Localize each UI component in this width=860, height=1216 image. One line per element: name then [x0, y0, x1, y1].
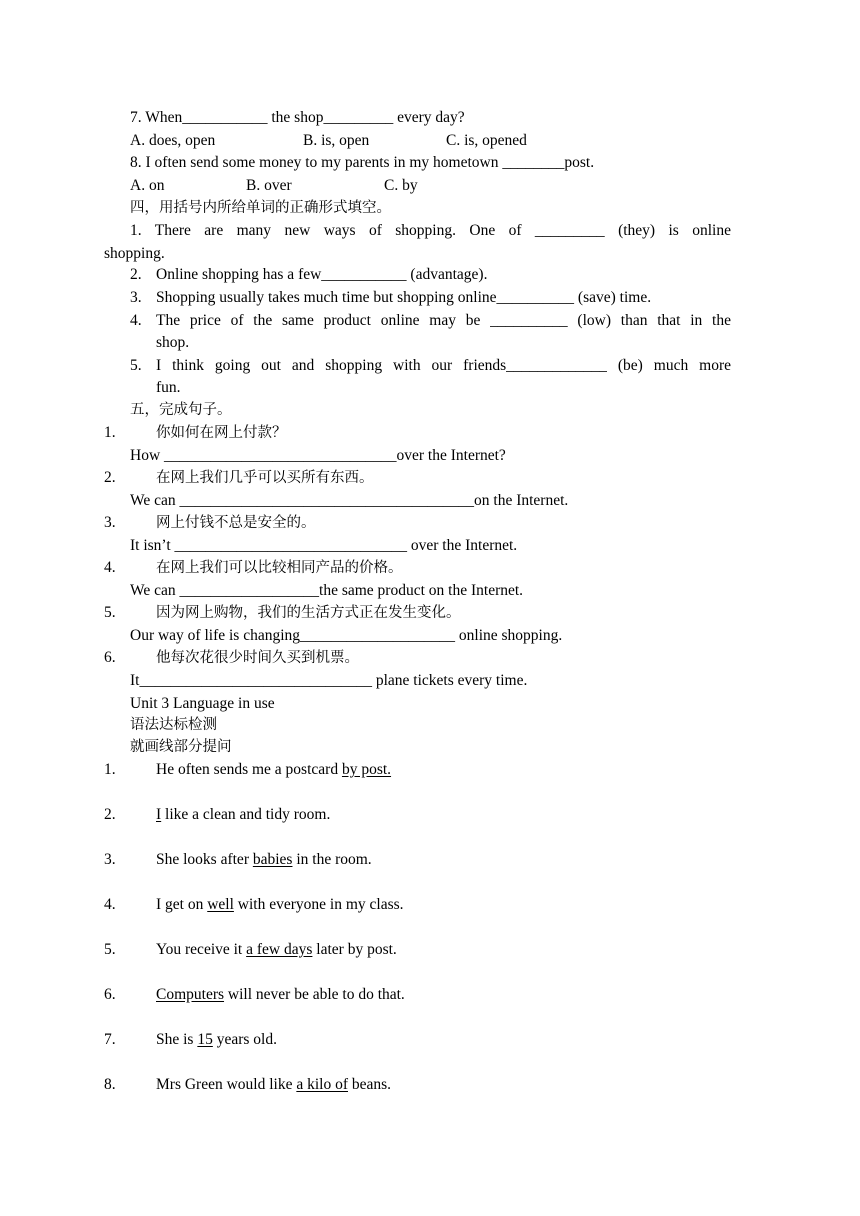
section-5-item-4-number: 4. [104, 559, 116, 576]
sentence-text: will never be able to do that. [224, 986, 405, 1003]
sentence-text: You receive it [156, 941, 247, 958]
underlined-part: Computers [156, 986, 225, 1003]
question-8-option-b: B. over [246, 177, 292, 194]
section-5-item-5-chinese: 因为网上购物，我们的生活方式正在发生变化。 [156, 605, 461, 621]
section-4-item-3-number: 3. [130, 289, 142, 306]
section-4-q1-line1: 1. There are many new ways of shopping. One of _________ (they) is online [130, 222, 731, 239]
section-5-item-2-english: We can ______________________________________on the Internet. [130, 492, 569, 509]
question-8-option-c: C. by [384, 177, 418, 194]
sentence-text: in the room. [292, 851, 372, 868]
section-4-item-3-text: Shopping usually takes much time but shopping online__________ (save) time. [156, 289, 652, 306]
underline-question-2 [156, 805, 330, 825]
question-7-option-b: B. is, open [303, 132, 370, 149]
underlined-part: well [207, 896, 234, 913]
section-4-q1-line2: shopping. [104, 245, 165, 262]
underline-question-5-number: 5. [104, 941, 116, 958]
underline-question-4-number: 4. [104, 896, 116, 913]
section-5-item-1-english: How ______________________________over the Internet? [130, 447, 506, 464]
underlined-part: babies [252, 851, 293, 868]
section-5-item-6-number: 6. [104, 649, 116, 666]
unit-title: Unit 3 Language in use [130, 695, 275, 712]
question-8-stem: 8. I often send some money to my parents in my hometown ________post. [130, 154, 595, 171]
question-8-option-a: A. on [130, 177, 165, 194]
section-5-item-5-number: 5. [104, 604, 116, 621]
question-7-option-a: A. does, open [130, 132, 216, 149]
sentence-text: later by post. [312, 941, 397, 958]
underline-question-3-number: 3. [104, 851, 116, 868]
section-5-item-3-number: 3. [104, 514, 116, 531]
section-4-item-4-line1: The price of the same product online may be __________ (low) than that in the [156, 312, 731, 329]
section-5-heading: 五，完成句子。 [130, 402, 232, 418]
section-5-item-2-number: 2. [104, 469, 116, 486]
section-5-item-1-number: 1. [104, 424, 116, 441]
section-5-item-3-english: It isn’t ______________________________ over the Internet. [130, 537, 518, 554]
sentence-text: She is [156, 1031, 198, 1048]
section-4-item-5-line2: fun. [156, 379, 181, 396]
underline-question-7 [156, 1030, 277, 1050]
question-7-option-c: C. is, opened [446, 132, 527, 149]
underlined-part: I [156, 806, 162, 823]
sentence-text: years old. [212, 1031, 277, 1048]
section-5-item-2-chinese: 在网上我们几乎可以买所有东西。 [156, 470, 374, 486]
underlined-part: 15 [197, 1031, 213, 1048]
sentence-text: like a clean and tidy room. [161, 806, 331, 823]
underline-question-6 [156, 985, 405, 1005]
section-4-item-5-number: 5. [130, 357, 142, 374]
underline-question-1-number: 1. [104, 761, 116, 778]
section-5-item-5-english: Our way of life is changing____________________ online shopping. [130, 627, 563, 644]
section-4-item-4-line2: shop. [156, 334, 190, 351]
sentence-text: He often sends me a postcard [156, 761, 342, 778]
unit-instruction: 就画线部分提问 [130, 739, 232, 755]
section-5-item-4-english: We can __________________the same product on the Internet. [130, 582, 524, 599]
underlined-part: a few days [246, 941, 313, 958]
underline-question-1 [156, 760, 391, 780]
section-4-item-2-number: 2. [130, 266, 142, 283]
section-5-item-3-chinese: 网上付钱不总是安全的。 [156, 515, 316, 531]
section-5-item-4-chinese: 在网上我们可以比较相同产品的价格。 [156, 560, 403, 576]
underline-question-6-number: 6. [104, 986, 116, 1003]
underline-question-5 [156, 940, 397, 960]
underline-question-7-number: 7. [104, 1031, 116, 1048]
section-4-item-2-text: Online shopping has a few___________ (advantage). [156, 266, 488, 283]
section-4-item-5-line1: I think going out and shopping with our friends_____________ (be) much more [156, 357, 731, 374]
question-7-stem: 7. When___________ the shop_________ every day? [130, 109, 465, 126]
sentence-text: beans. [348, 1076, 392, 1093]
sentence-text: I get on [156, 896, 208, 913]
underline-question-8 [156, 1075, 391, 1095]
section-4-heading: 四，用括号内所给单词的正确形式填空。 [130, 200, 391, 216]
underline-question-3 [156, 850, 372, 870]
section-5-item-6-english: It______________________________ plane tickets every time. [130, 672, 528, 689]
sentence-text: with everyone in my class. [233, 896, 404, 913]
sentence-text: Mrs Green would like [156, 1076, 297, 1093]
underlined-part: a kilo of [296, 1076, 348, 1093]
underlined-part: by post. [341, 761, 392, 778]
section-5-item-1-chinese: 你如何在网上付款？ [156, 425, 287, 441]
underline-question-2-number: 2. [104, 806, 116, 823]
unit-subtitle: 语法达标检测 [130, 717, 217, 733]
sentence-text: She looks after [156, 851, 253, 868]
underline-question-8-number: 8. [104, 1076, 116, 1093]
section-4-item-4-number: 4. [130, 312, 142, 329]
underline-question-4 [156, 895, 404, 915]
section-5-item-6-chinese: 他每次花很少时间久买到机票。 [156, 650, 359, 666]
